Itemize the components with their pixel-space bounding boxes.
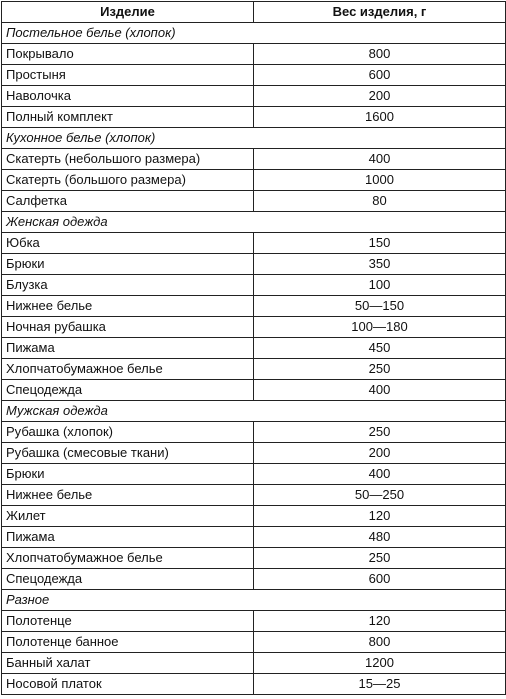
item-name: Носовой платок [2, 674, 254, 695]
item-name: Блузка [2, 275, 254, 296]
item-name: Пижама [2, 338, 254, 359]
table-row [2, 422, 506, 443]
item-name: Скатерть (небольшого размера) [2, 149, 254, 170]
table-row [2, 443, 506, 464]
item-name: Покрывало [2, 44, 254, 65]
section-row [2, 401, 506, 422]
item-weight: 200 [254, 443, 506, 464]
section-row [2, 23, 506, 44]
section-title: Мужская одежда [2, 401, 506, 422]
item-name: Хлопчатобумажное белье [2, 548, 254, 569]
item-name: Скатерть (большого размера) [2, 170, 254, 191]
table-body [2, 23, 506, 695]
item-weight: 1200 [254, 653, 506, 674]
item-weight: 200 [254, 86, 506, 107]
table-row [2, 464, 506, 485]
item-name: Простыня [2, 65, 254, 86]
section-row [2, 590, 506, 611]
item-weight: 450 [254, 338, 506, 359]
table-row [2, 674, 506, 695]
item-name: Брюки [2, 254, 254, 275]
table-row [2, 485, 506, 506]
item-weight: 15—25 [254, 674, 506, 695]
table-row [2, 65, 506, 86]
section-row [2, 212, 506, 233]
table-row [2, 548, 506, 569]
table-row [2, 569, 506, 590]
item-weight: 150 [254, 233, 506, 254]
item-weight: 50—250 [254, 485, 506, 506]
item-weight: 480 [254, 527, 506, 548]
section-title: Женская одежда [2, 212, 506, 233]
section-title: Кухонное белье (хлопок) [2, 128, 506, 149]
item-name: Пижама [2, 527, 254, 548]
item-name: Нижнее белье [2, 296, 254, 317]
item-weight: 350 [254, 254, 506, 275]
item-name: Наволочка [2, 86, 254, 107]
item-name: Нижнее белье [2, 485, 254, 506]
table-row [2, 653, 506, 674]
item-weight: 400 [254, 464, 506, 485]
table-row [2, 380, 506, 401]
item-weight: 250 [254, 548, 506, 569]
item-weight: 1600 [254, 107, 506, 128]
item-weight: 120 [254, 611, 506, 632]
item-weight: 600 [254, 65, 506, 86]
table-header-row [2, 2, 506, 23]
table-row [2, 317, 506, 338]
item-weight: 50—150 [254, 296, 506, 317]
table-row [2, 44, 506, 65]
item-name: Салфетка [2, 191, 254, 212]
item-weight: 100—180 [254, 317, 506, 338]
item-weight: 800 [254, 44, 506, 65]
item-weight: 250 [254, 422, 506, 443]
table-row [2, 86, 506, 107]
item-name: Хлопчатобумажное белье [2, 359, 254, 380]
header-weight: Вес изделия, г [254, 2, 506, 23]
item-name: Спецодежда [2, 569, 254, 590]
table-row [2, 149, 506, 170]
item-weight: 80 [254, 191, 506, 212]
table-row [2, 107, 506, 128]
item-name: Спецодежда [2, 380, 254, 401]
item-weight: 100 [254, 275, 506, 296]
item-weight: 800 [254, 632, 506, 653]
item-name: Ночная рубашка [2, 317, 254, 338]
item-weight: 400 [254, 149, 506, 170]
item-name: Банный халат [2, 653, 254, 674]
table-row [2, 170, 506, 191]
item-weight: 600 [254, 569, 506, 590]
table-row [2, 632, 506, 653]
table-row [2, 506, 506, 527]
table-row [2, 275, 506, 296]
section-title: Разное [2, 590, 506, 611]
table-row [2, 527, 506, 548]
table-row [2, 611, 506, 632]
item-name: Рубашка (смесовые ткани) [2, 443, 254, 464]
item-name: Брюки [2, 464, 254, 485]
item-name: Полотенце [2, 611, 254, 632]
item-name: Полный комплект [2, 107, 254, 128]
item-weight: 400 [254, 380, 506, 401]
section-title: Постельное белье (хлопок) [2, 23, 506, 44]
item-name: Юбка [2, 233, 254, 254]
table-row [2, 338, 506, 359]
item-name: Жилет [2, 506, 254, 527]
laundry-weight-table [1, 1, 506, 695]
item-name: Рубашка (хлопок) [2, 422, 254, 443]
item-name: Полотенце банное [2, 632, 254, 653]
table-row [2, 359, 506, 380]
section-row [2, 128, 506, 149]
table-row [2, 254, 506, 275]
header-item: Изделие [2, 2, 254, 23]
table-row [2, 191, 506, 212]
item-weight: 250 [254, 359, 506, 380]
table-row [2, 296, 506, 317]
item-weight: 1000 [254, 170, 506, 191]
table-row [2, 233, 506, 254]
item-weight: 120 [254, 506, 506, 527]
